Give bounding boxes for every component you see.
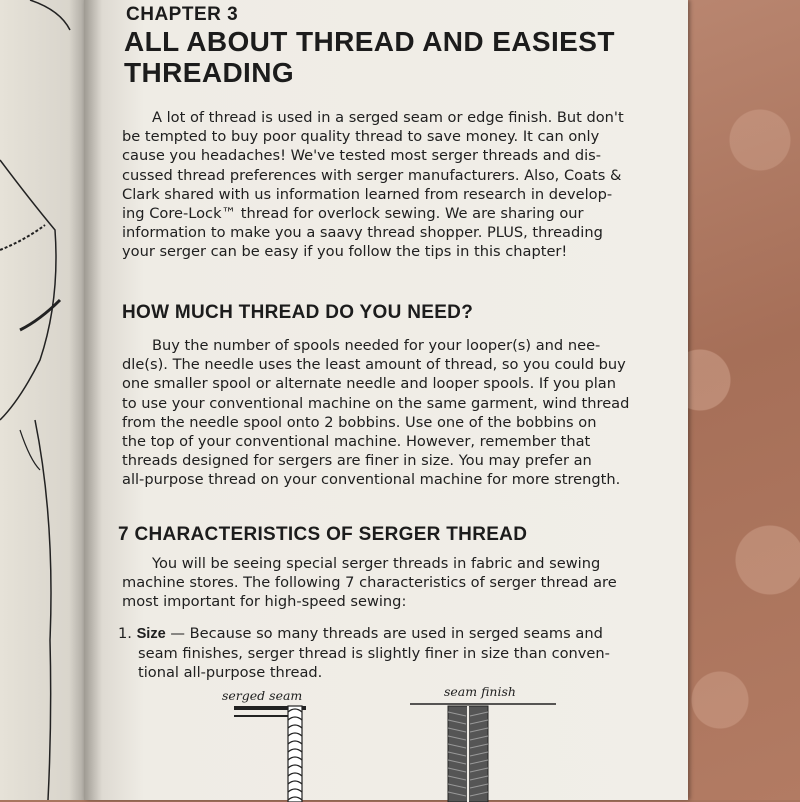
intro-line: your serger can be easy if you follow the tips in this chapter! — [122, 243, 568, 261]
item-line: tional all-purpose thread. — [138, 664, 323, 682]
intro-paragraph — [122, 108, 662, 262]
facing-page-illustration — [0, 0, 92, 800]
section2-line: You will be seeing special serger threads in fabric and sewing — [152, 555, 601, 572]
characteristics-intro — [122, 554, 662, 612]
chapter-title-line-1: ALL ABOUT THREAD AND EASIEST — [124, 26, 615, 57]
characteristic-item-size — [118, 624, 658, 683]
section2-line: machine stores. The following 7 characteristics of serger thread are — [122, 574, 617, 592]
item-term: Size — [136, 626, 166, 642]
intro-line: Clark shared with us information learned from research in develop- — [122, 185, 613, 203]
seam-finish-caption: seam finish — [444, 684, 516, 699]
chapter-title-line-2: THREADING — [124, 57, 295, 88]
intro-line: cause you headaches! We've tested most serger threads and dis- — [122, 147, 602, 165]
section-heading-thread-needed: HOW MUCH THREAD DO YOU NEED? — [122, 302, 474, 323]
section-heading-characteristics: 7 CHARACTERISTICS OF SERGER THREAD — [118, 524, 528, 545]
intro-line: A lot of thread is used in a serged seam or edge finish. But don't — [152, 109, 624, 126]
item-line: — Because so many threads are used in serged seams and — [170, 625, 603, 642]
intro-line: information to make you a saavy thread shopper. PLUS, threading — [122, 224, 603, 242]
intro-line: ing Core-Lock™ thread for overlock sewing. We are sharing our — [122, 205, 584, 223]
section1-line: Buy the number of spools needed for your looper(s) and nee- — [152, 337, 601, 354]
section1-line: one smaller spool or alternate needle and looper spools. If you plan — [122, 375, 616, 393]
item-line: seam finishes, serger thread is slightly finer in size than conven- — [138, 645, 610, 663]
chapter-title — [124, 26, 644, 88]
page-content — [118, 2, 666, 800]
garment-sketch — [0, 0, 92, 800]
thread-needed-paragraph — [122, 336, 662, 490]
section2-line: most important for high-speed sewing: — [122, 593, 407, 611]
intro-line: cussed thread preferences with serger manufacturers. Also, Coats & — [122, 166, 622, 184]
section1-line: the top of your conventional machine. However, remember that — [122, 433, 591, 451]
seam-finish-figure — [408, 698, 558, 802]
section1-line: to use your conventional machine on the same garment, wind thread — [122, 394, 630, 412]
section1-line: dle(s). The needle uses the least amount of thread, so you could buy — [122, 356, 626, 374]
serged-seam-figure — [228, 702, 308, 802]
serged-seam-caption: serged seam — [222, 688, 303, 703]
section1-line: all-purpose thread on your conventional machine for more strength. — [122, 471, 621, 489]
intro-line: be tempted to buy poor quality thread to save money. It can only — [122, 128, 600, 146]
item-number: 1. — [118, 625, 132, 642]
chapter-label: CHAPTER 3 — [126, 4, 239, 25]
section1-line: threads designed for sergers are finer in size. You may prefer an — [122, 452, 592, 470]
section1-line: from the needle spool onto 2 bobbins. Use one of the bobbins on — [122, 413, 597, 431]
